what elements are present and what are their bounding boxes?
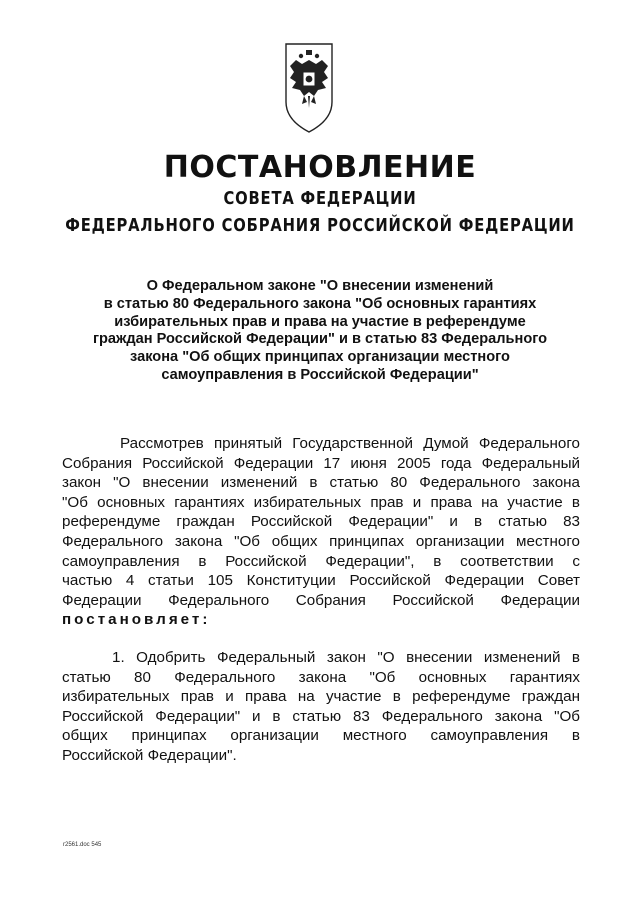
document-subject [70,278,570,385]
preamble-line: Собрания Российской Федерации 17 июня 2005 года Федеральный [62,454,580,472]
item-line: Российской Федерации" и в статью 83 Федерального закона "Об [62,707,580,725]
item-line: 1. Одобрить Федеральный закон "О внесении изменений в [112,649,580,666]
preamble-line: частью 4 статьи 105 Конституции Российской Федерации Совет [62,572,580,590]
preamble-line: Федерального закона "Об общих принципах организации местного [62,532,580,550]
preamble-line: "Об основных гарантиях избирательных прав и права на участие в [62,493,580,511]
subject-line: граждан Российской Федерации" и в статью 83 Федерального [92,331,548,348]
issuer-line-1: СОВЕТА ФЕДЕРАЦИИ [223,188,417,209]
preamble-line: самоуправления в Российской Федерации", в соответствии с [62,552,580,570]
item-1-paragraph [62,648,580,766]
subject-line: избирательных прав и права на участие в референдуме [114,313,526,330]
subject-line: О Федеральном законе "О внесении изменений [146,278,494,294]
subject-line: закона "Об общих принципах организации местного [130,349,510,366]
subject-line: в статью 80 Федерального закона "Об основных гарантиях [103,295,537,312]
document-title: ПОСТАНОВЛЕНИЕ [163,150,477,185]
resolves-word: постановляет: [62,611,211,629]
preamble-paragraph [62,434,580,630]
footer-file-code: r2561.doc 545 [63,842,102,848]
item-line: Российской Федерации". [62,746,237,764]
preamble-line: референдуме граждан Российской Федерации" и в статью 83 [62,513,580,531]
preamble-line: Федерации Федерального Собрания Российской Федерации [62,591,580,609]
item-line: общих принципах организации местного самоуправления в [62,727,580,745]
subject-line: самоуправления в Российской Федерации" [161,366,479,383]
preamble-line: закон "О внесении изменений в статью 80 Федерального закона [62,474,580,492]
issuer-line-2: ФЕДЕРАЛЬНОГО СОБРАНИЯ РОССИЙСКОЙ ФЕДЕРАЦИИ [65,215,575,236]
item-line: статью 80 Федерального закона "Об основных гарантиях [62,668,580,686]
russian-coat-of-arms-icon [282,42,336,134]
item-line: избирательных прав и права на участие в референдуме граждан [62,688,580,706]
preamble-line: Рассмотрев принятый Государственной Думой Федерального [120,435,580,452]
